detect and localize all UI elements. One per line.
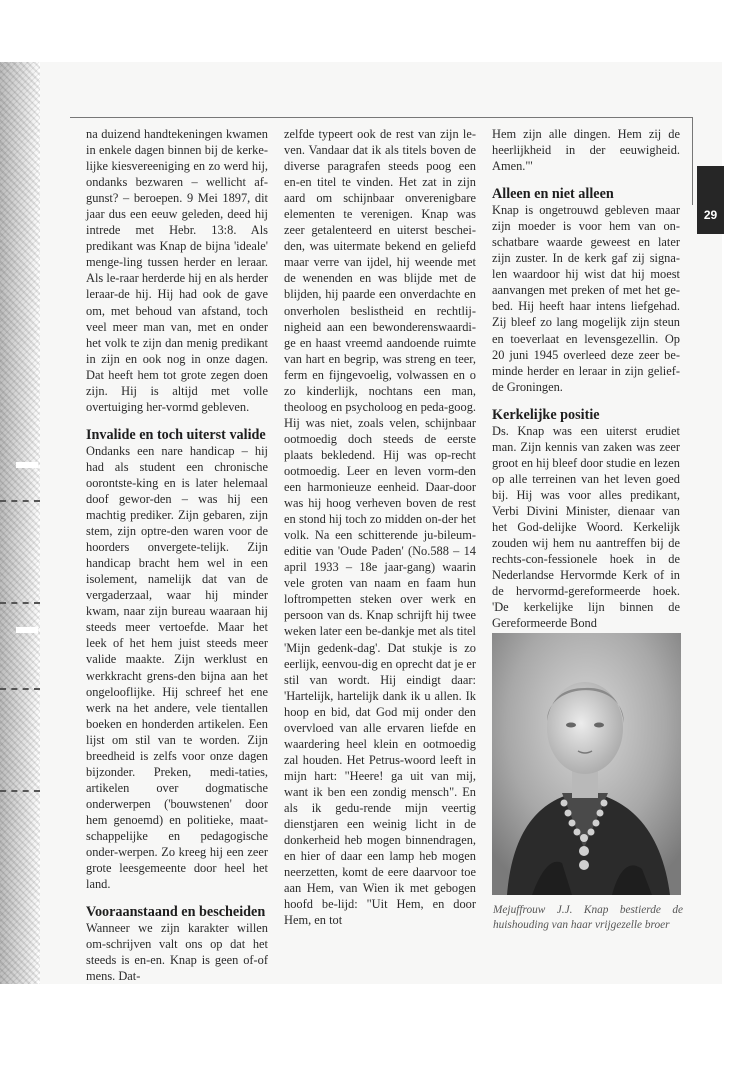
heading-kerkelijke-positie: Kerkelijke positie	[492, 406, 600, 423]
column-2	[284, 126, 476, 928]
heading-invalide: Invalide en toch uiterst valide	[86, 426, 266, 443]
portrait-illustration	[492, 633, 681, 895]
top-rule	[70, 117, 692, 118]
heading-vooraanstaand: Vooraanstaand en bescheiden	[86, 904, 266, 921]
column-3	[492, 126, 680, 631]
column-2-text: zelfde typeert ook de rest van zijn le-ven. Vandaar dat ik als titels boven de diverse paragrafen steeds poog een en-en titel te vinden. Het zat in zijn aard om schijnbaar onverenigbare elementen te verenigen. Knap was zeer getalenteerd en uiterst beschei-den, was uitermate bekend en geliefd maar verre van ijdel, hij weende met de wenenden en was blijde met de blijden, hij paarde een onverdachte en onverholen beslistheid en rechtlij-nigheid aan een bewonderenswaardi-ge en haast vreemd aandoende ruimte van hart en begrip, was streng en teer, ferm en fijngevoelig, volwassen en o zo kinderlijk, nochtans een man, theoloog en psycholoog en peda-goog. Hij was niet, zoals velen, schijnbaar ootmoedig doch steeds de eerste plaats bekledend. Hij was op-recht ootmoedig. Leer en leven vorm-den een harmonieuze eenheid. Daar-door was hij hoog verheven boven de rest en stond hij toch zo midden on-der het volk. Na een schitterende ju-bileum-editie van 'Oude Paden' (No.588 – 14 april 1933 – 18e jaar-gang) waarin vele groten van naam en faam hun loftrompetten steken over werk en persoon van ds. Knap schrijft hij twee weken later een be-dankje met als titel 'Mijn gedenk-dag'. Dat stukje is zo eerlijk, eenvou-dig en oprecht dat je er stil van wordt. Hij eindigt daar: 'Hartelijk, hartelijk dank ik u allen. Ik hoop en bid, dat God mij onder den overvloed van alle ervaren liefde en waardering heel klein en ootmoedig zal houden. Het Petrus-woord leeft in mijn hart: "Heere! ga uit van mij, want ik ben een zondig mensch". En als ik gedu-rende mijn veertig dienstjaren een weinig licht in de donkerheid heb mogen binnendragen, en hier of daar een lamp heb mogen neerzetten, komt de eere daarvoor toe aan Hem, van Wien ik met gebogen hoofd be-lijd: "Uit Hem, en door Hem, en tot	[284, 127, 476, 928]
section-alleen-text: Knap is ongetrouwd gebleven maar zijn moeder is voor hem van on-schatbare waarde geweest en later zijn zuster. In de kerk gaf zij signa-len waardoor hij wist dat hij moest aanvangen met preken of met het ge-bed. Hij heeft haar intens liefgehad. Zij bleef zo lang mogelijk zijn steun en toeverlaat en levensgezellin. Op 20 juni 1945 overleed deze zeer be-minde herder en leraar in zijn gelief-de Groningen.	[492, 203, 680, 394]
column-1	[86, 126, 268, 984]
column-3-intro: Hem zijn alle dingen. Hem zij de heerlijkheid in der eeuwigheid. Amen."'	[492, 127, 680, 174]
section-invalide-text: Ondanks een nare handicap – hij had als student een chronische oorontste-king en is later helemaal doof gewor-den – was hij een machtig prediker. Zijn gebaren, zijn stem, zijn optre-den waren voor de hoorders onvergete-telijk. Zijn handicap bracht hem wel in een isolement, namelijk dat van de vergaderzaal, waar hij minder kwam, naar zijn bureau waaraan hij steeds meer vertoefde. Maar het leek of het hem juist steeds meer valide maakte. Zijn werklust en werkkracht grens-den bijna aan het ongelooflijke. Hij schreef het ene werk na het andere, vele tientallen boeken en honderden artikelen. Een lijst om stil van te worden. Zijn breedheid is zelfs voor onze dagen bijzonder. Preken, medi-taties, artikelen over dogmatische onderwerpen ('bouwstenen' door hem genoemd) en politieke, maat-schappelijke en pedagogische onder-werpen. Zo kreeg hij een zeer grote leesgemeente door heel het land.	[86, 443, 268, 892]
section-vooraanstaand-text: Wanneer we zijn karakter willen om-schrijven valt ons op dat het steeds is en-en. Knap is geen of-of mens. Dat-	[86, 921, 268, 984]
tab-connector-line	[692, 117, 693, 205]
page-number-tab	[697, 166, 724, 234]
page-number: 29	[703, 208, 718, 222]
scanned-page-edge	[0, 62, 40, 984]
heading-alleen: Alleen en niet alleen	[492, 186, 614, 203]
column-1-intro-paragraph: na duizend handtekeningen kwamen in enkele dagen binnen bij de kerke-lijke kiesvereeniging en zo werd hij, ondanks bezwaren – wellicht af-gunst? – beroepen. 9 Mei 1897, dit jaar dus een eeuw geleden, deed hij intrede met Hebr. 13:8. Als predikant was Knap de bijna 'ideale' menge-ling tussen herder en leraar. Als le-raar herderde hij en als herder leraar-de hij. Hij had ook de gave om, met behoud van afstand, toch veel meer man van, met en onder het volk te zijn dan menig predikant in zijn en ook nog in onze dagen. Dat heeft hem tot grote zegen doen zijn. Hij is altijd met volle overtuiging her-vormd gebleven.	[86, 127, 268, 414]
portrait-photo	[492, 633, 681, 895]
section-kerkelijke-text: Ds. Knap was een uiterst erudiet man. Zijn kennis van zaken was zeer groot en hij bleef door studie en lezen op alle terreinen van het leven goed bij. Hij was voor alles predikant, Verbi Divini Minister, dienaar van het God-delijke Woord. Kerkelijk zouden wij hem nu aantreffen bij de rechts-con-fessionele hoek in de Nederlandse Hervormde Kerk of in de hervormd-gereformeerde hoek. 'De kerkelijke lijn binnen de Gereformeerde Bond	[492, 423, 680, 631]
photo-caption: Mejuffrouw J.J. Knap bestierde de huishouding van haar vrijgezelle broer	[493, 904, 683, 931]
